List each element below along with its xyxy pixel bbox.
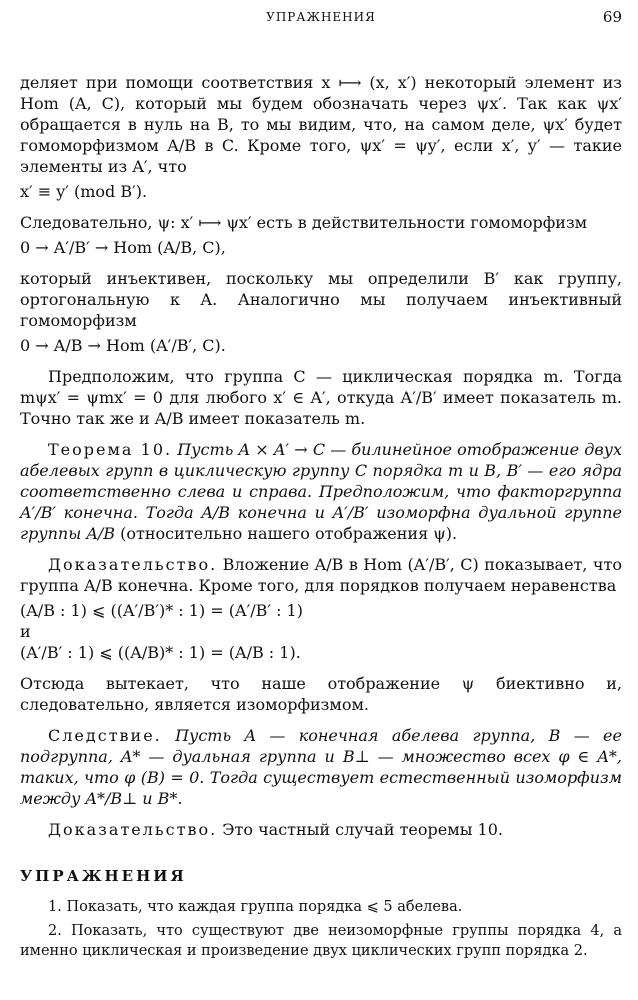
corollary-statement: Пусть A — конечная абелева группа, B — ее подгруппа, A* — дуальная группа и B⊥ — множество всех φ ∈ A*, таких, что φ (B) = 0. Тогда существует естественный изоморфизм между A*/B⊥ и B*. (20, 726, 622, 808)
formula-hom-2: 0 → A/B → Hom (A′/B′, C). (20, 336, 226, 355)
exercise-item: 1. Показать, что каждая группа порядка ⩽ 5 абелева. (48, 899, 463, 915)
theorem-tail: (относительно нашего отображения ψ). (120, 524, 458, 543)
proof-text: Это частный случай теоремы 10. (222, 820, 503, 839)
proof-1 (20, 554, 622, 596)
corollary (20, 725, 622, 809)
proof-2 (20, 819, 622, 840)
body-text (20, 72, 622, 961)
theorem-statement: Пусть A × A′ → C — билинейное отображение двух абелевых групп в циклическую группу C порядка m и B, B′ — его ядра соответственно слева и справа. Предположим, что факторгруппа A′/B′ конечна. Тогда A/B конечна и A′/B′ изоморфна дуальной группе группы A/B (20, 440, 622, 543)
theorem-10 (20, 439, 622, 544)
proof-text: Вложение A/B в Hom (A′/B′, C) показывает, что группа A/B конечна. Кроме того, для порядков получаем неравенства (20, 555, 622, 595)
running-title: УПРАЖНЕНИЯ (266, 10, 376, 24)
proof-label: Доказательство. (48, 555, 218, 574)
formula-inequality-2: (A′/B′ : 1) ⩽ ((A/B)* : 1) = (A/B : 1). (20, 643, 301, 662)
paragraph-2: Следовательно, ψ: x′ ⟼ ψx′ есть в действительности гомоморфизм (20, 213, 588, 232)
corollary-label: Следствие. (48, 726, 162, 745)
formula-inequality-1: (A/B : 1) ⩽ ((A′/B′)* : 1) = (A′/B′ : 1) (20, 601, 303, 620)
conjunction-and: и (20, 622, 31, 641)
paragraph-5: Отсюда вытекает, что наше отображение ψ биективно и, следовательно, является изоморфизмом. (20, 674, 622, 714)
proof-label: Доказательство. (48, 820, 218, 839)
paragraph-4: Предположим, что группа C — циклическая порядка m. Тогда mψx′ = ψmx′ = 0 для любого x′ ∈ A′, откуда A′/B′ имеет показатель m. Точно так же и A/B имеет показатель m. (20, 367, 622, 428)
exercises-title: УПРАЖНЕНИЯ (20, 867, 187, 885)
formula-hom-1: 0 → A′/B′ → Hom (A/B, C), (20, 238, 226, 257)
exercise-item: 2. Показать, что существуют две неизоморфные группы порядка 4, а именно циклическая и произведение двух циклических групп порядка 2. (20, 923, 622, 959)
paragraph-3: который инъективен, поскольку мы определили B′ как группу, ортогональную к A. Аналогично мы получаем инъективный гомоморфизм (20, 269, 622, 330)
page-header (20, 10, 622, 30)
theorem-label: Теорема 10. (48, 440, 173, 459)
formula-congruence: x′ ≡ y′ (mod B′). (20, 182, 148, 201)
paragraph-1: деляет при помощи соответствия x ⟼ (x, x′) некоторый элемент из Hom (A, C), который мы будем обозначать через ψx′. Так как ψx′ обращается в нуль на B, то мы видим, что, на самом деле, ψx′ будет гомоморфизмом A/B в C. Кроме того, ψx′ = ψy′, если x′, y′ — такие элементы из A′, что (20, 73, 622, 176)
page-number: 69 (602, 8, 622, 26)
